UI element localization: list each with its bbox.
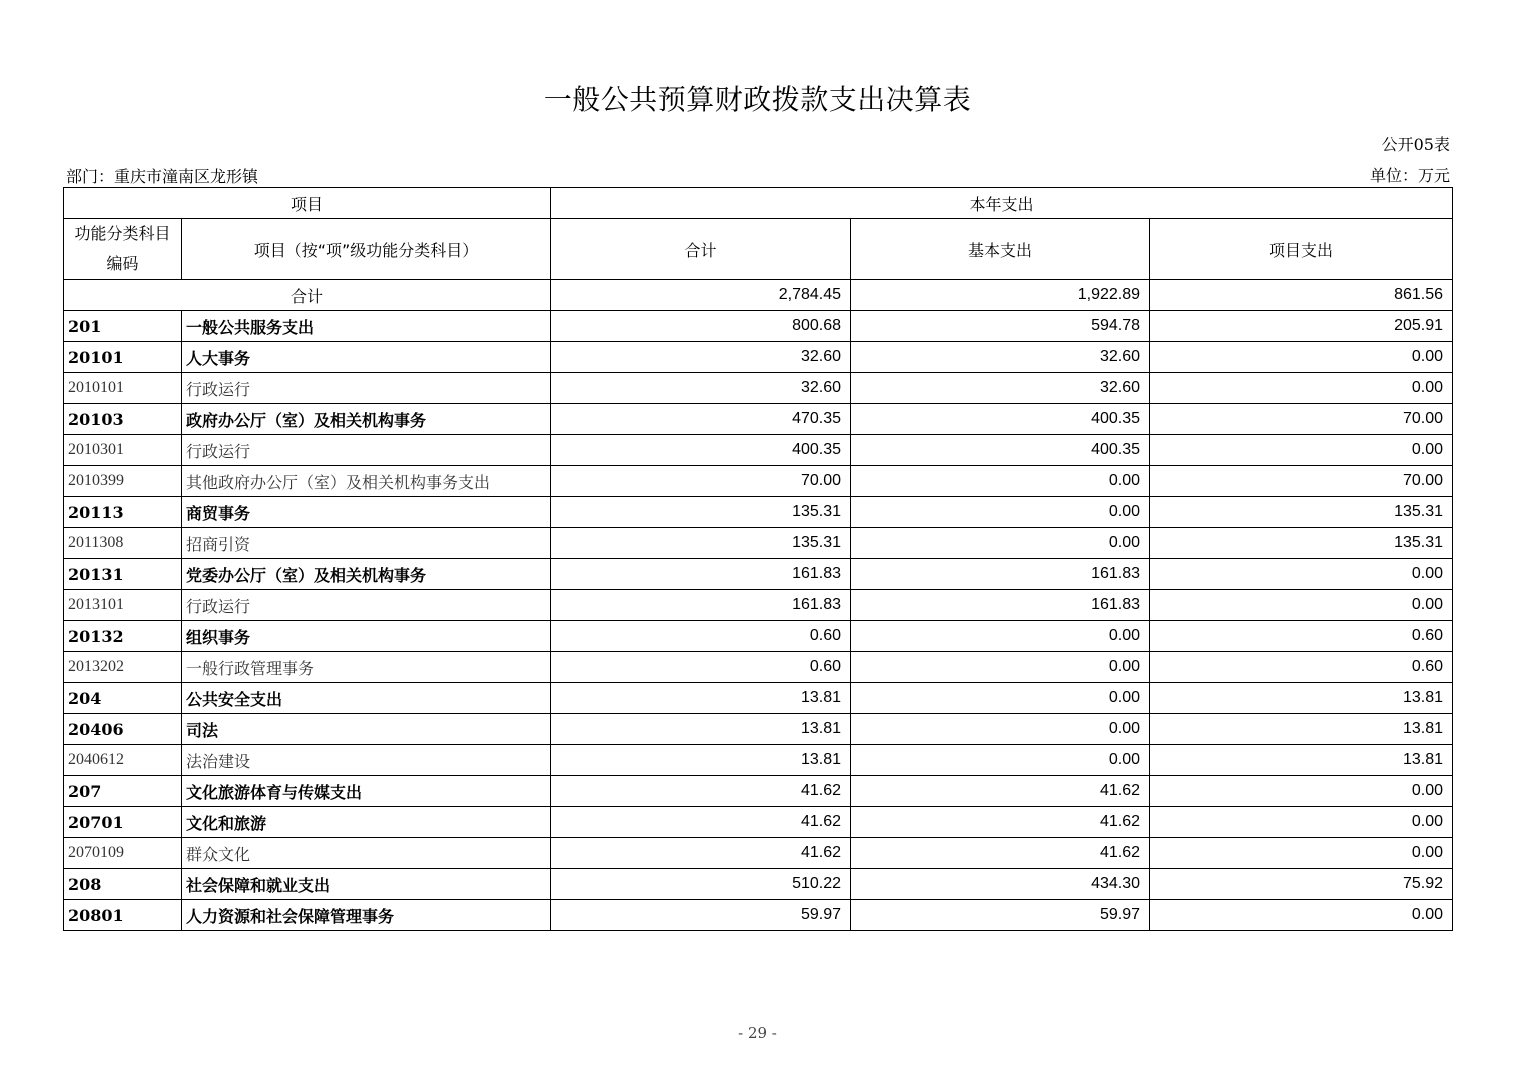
row-project: 75.92 bbox=[1150, 869, 1453, 900]
row-code: 207 bbox=[64, 776, 182, 807]
row-name: 法治建设 bbox=[182, 745, 551, 776]
row-code: 2010101 bbox=[64, 373, 182, 404]
row-project: 0.00 bbox=[1150, 435, 1453, 466]
row-code: 20132 bbox=[64, 621, 182, 652]
row-code: 201 bbox=[64, 311, 182, 342]
row-name: 文化和旅游 bbox=[182, 807, 551, 838]
department-label: 部门：重庆市潼南区龙形镇 bbox=[66, 167, 259, 186]
row-name: 群众文化 bbox=[182, 838, 551, 869]
unit-label: 单位：万元 bbox=[1369, 166, 1450, 185]
row-project: 0.00 bbox=[1150, 776, 1453, 807]
row-basic: 41.62 bbox=[851, 807, 1150, 838]
header-name: 项目（按“项”级功能分类科目） bbox=[182, 219, 551, 280]
row-code: 2013202 bbox=[64, 652, 182, 683]
header-year-expense: 本年支出 bbox=[551, 188, 1453, 219]
row-basic: 0.00 bbox=[851, 497, 1150, 528]
total-sum: 2,784.45 bbox=[551, 280, 851, 311]
row-code: 2040612 bbox=[64, 745, 182, 776]
row-project: 0.60 bbox=[1150, 621, 1453, 652]
row-total: 135.31 bbox=[551, 528, 851, 559]
row-project: 0.00 bbox=[1150, 838, 1453, 869]
total-label: 合计 bbox=[64, 280, 551, 311]
row-basic: 41.62 bbox=[851, 776, 1150, 807]
row-total: 135.31 bbox=[551, 497, 851, 528]
row-name: 人大事务 bbox=[182, 342, 551, 373]
row-name: 人力资源和社会保障管理事务 bbox=[182, 900, 551, 931]
row-code: 2010301 bbox=[64, 435, 182, 466]
row-code: 20131 bbox=[64, 559, 182, 590]
row-project: 13.81 bbox=[1150, 683, 1453, 714]
header-total: 合计 bbox=[551, 219, 851, 280]
row-total: 13.81 bbox=[551, 714, 851, 745]
row-name: 一般行政管理事务 bbox=[182, 652, 551, 683]
table-row bbox=[64, 373, 1453, 404]
table-row bbox=[64, 776, 1453, 807]
table-row bbox=[64, 652, 1453, 683]
row-project: 0.00 bbox=[1150, 807, 1453, 838]
page-title: 一般公共预算财政拨款支出决算表 bbox=[543, 83, 972, 116]
row-project: 13.81 bbox=[1150, 745, 1453, 776]
row-name: 一般公共服务支出 bbox=[182, 311, 551, 342]
row-basic: 41.62 bbox=[851, 838, 1150, 869]
row-name: 社会保障和就业支出 bbox=[182, 869, 551, 900]
row-name: 公共安全支出 bbox=[182, 683, 551, 714]
total-project: 861.56 bbox=[1150, 280, 1453, 311]
row-basic: 161.83 bbox=[851, 559, 1150, 590]
header-project-expense: 项目支出 bbox=[1150, 219, 1453, 280]
table-row bbox=[64, 497, 1453, 528]
row-basic: 400.35 bbox=[851, 404, 1150, 435]
table-row bbox=[64, 838, 1453, 869]
row-code: 20801 bbox=[64, 900, 182, 931]
table-row bbox=[64, 869, 1453, 900]
row-total: 59.97 bbox=[551, 900, 851, 931]
budget-table bbox=[63, 187, 1453, 931]
row-total: 470.35 bbox=[551, 404, 851, 435]
row-project: 135.31 bbox=[1150, 528, 1453, 559]
table-row bbox=[64, 745, 1453, 776]
row-project: 13.81 bbox=[1150, 714, 1453, 745]
row-name: 行政运行 bbox=[182, 435, 551, 466]
row-total: 800.68 bbox=[551, 311, 851, 342]
row-total: 510.22 bbox=[551, 869, 851, 900]
row-name: 组织事务 bbox=[182, 621, 551, 652]
table-row bbox=[64, 683, 1453, 714]
row-basic: 161.83 bbox=[851, 590, 1150, 621]
row-name: 文化旅游体育与传媒支出 bbox=[182, 776, 551, 807]
form-number: 公开05表 bbox=[1381, 135, 1450, 154]
row-total: 41.62 bbox=[551, 807, 851, 838]
row-code: 2013101 bbox=[64, 590, 182, 621]
row-code: 20101 bbox=[64, 342, 182, 373]
row-project: 205.91 bbox=[1150, 311, 1453, 342]
row-total: 70.00 bbox=[551, 466, 851, 497]
row-total: 161.83 bbox=[551, 590, 851, 621]
row-total: 32.60 bbox=[551, 342, 851, 373]
table-row bbox=[64, 311, 1453, 342]
row-project: 0.00 bbox=[1150, 590, 1453, 621]
row-total: 13.81 bbox=[551, 683, 851, 714]
row-code: 20103 bbox=[64, 404, 182, 435]
row-basic: 0.00 bbox=[851, 528, 1150, 559]
table-row bbox=[64, 404, 1453, 435]
row-project: 0.00 bbox=[1150, 900, 1453, 931]
table-row bbox=[64, 807, 1453, 838]
table-row bbox=[64, 559, 1453, 590]
row-total: 41.62 bbox=[551, 838, 851, 869]
table-row bbox=[64, 466, 1453, 497]
row-basic: 0.00 bbox=[851, 621, 1150, 652]
table-row bbox=[64, 621, 1453, 652]
row-total: 32.60 bbox=[551, 373, 851, 404]
row-basic: 32.60 bbox=[851, 373, 1150, 404]
row-basic: 59.97 bbox=[851, 900, 1150, 931]
row-basic: 0.00 bbox=[851, 652, 1150, 683]
row-code: 2011308 bbox=[64, 528, 182, 559]
row-total: 161.83 bbox=[551, 559, 851, 590]
row-code: 20113 bbox=[64, 497, 182, 528]
table-row bbox=[64, 342, 1453, 373]
row-code: 2070109 bbox=[64, 838, 182, 869]
row-name: 商贸事务 bbox=[182, 497, 551, 528]
row-total: 0.60 bbox=[551, 621, 851, 652]
row-code: 204 bbox=[64, 683, 182, 714]
header-code: 功能分类科目编码 bbox=[64, 219, 182, 280]
row-project: 70.00 bbox=[1150, 466, 1453, 497]
row-name: 其他政府办公厅（室）及相关机构事务支出 bbox=[182, 466, 551, 497]
row-total: 0.60 bbox=[551, 652, 851, 683]
total-basic: 1,922.89 bbox=[851, 280, 1150, 311]
row-basic: 32.60 bbox=[851, 342, 1150, 373]
row-code: 20701 bbox=[64, 807, 182, 838]
row-code: 208 bbox=[64, 869, 182, 900]
row-project: 0.00 bbox=[1150, 559, 1453, 590]
page-number: - 29 - bbox=[738, 1024, 777, 1042]
row-total: 41.62 bbox=[551, 776, 851, 807]
row-project: 70.00 bbox=[1150, 404, 1453, 435]
row-project: 0.60 bbox=[1150, 652, 1453, 683]
row-total: 400.35 bbox=[551, 435, 851, 466]
row-basic: 0.00 bbox=[851, 683, 1150, 714]
row-code: 20406 bbox=[64, 714, 182, 745]
row-name: 行政运行 bbox=[182, 590, 551, 621]
row-basic: 0.00 bbox=[851, 466, 1150, 497]
table-row bbox=[64, 528, 1453, 559]
header-project: 项目 bbox=[64, 188, 551, 219]
header-row-2 bbox=[64, 219, 1453, 280]
row-basic: 400.35 bbox=[851, 435, 1150, 466]
row-name: 政府办公厅（室）及相关机构事务 bbox=[182, 404, 551, 435]
row-basic: 0.00 bbox=[851, 745, 1150, 776]
header-row-1 bbox=[64, 188, 1453, 219]
row-total: 13.81 bbox=[551, 745, 851, 776]
row-basic: 0.00 bbox=[851, 714, 1150, 745]
row-name: 招商引资 bbox=[182, 528, 551, 559]
row-project: 135.31 bbox=[1150, 497, 1453, 528]
row-project: 0.00 bbox=[1150, 342, 1453, 373]
row-basic: 594.78 bbox=[851, 311, 1150, 342]
table-row bbox=[64, 590, 1453, 621]
row-project: 0.00 bbox=[1150, 373, 1453, 404]
row-name: 党委办公厅（室）及相关机构事务 bbox=[182, 559, 551, 590]
row-name: 行政运行 bbox=[182, 373, 551, 404]
row-basic: 434.30 bbox=[851, 869, 1150, 900]
total-row bbox=[64, 280, 1453, 311]
table-row bbox=[64, 435, 1453, 466]
table-row bbox=[64, 714, 1453, 745]
row-name: 司法 bbox=[182, 714, 551, 745]
row-code: 2010399 bbox=[64, 466, 182, 497]
table-row bbox=[64, 900, 1453, 931]
header-basic: 基本支出 bbox=[851, 219, 1150, 280]
